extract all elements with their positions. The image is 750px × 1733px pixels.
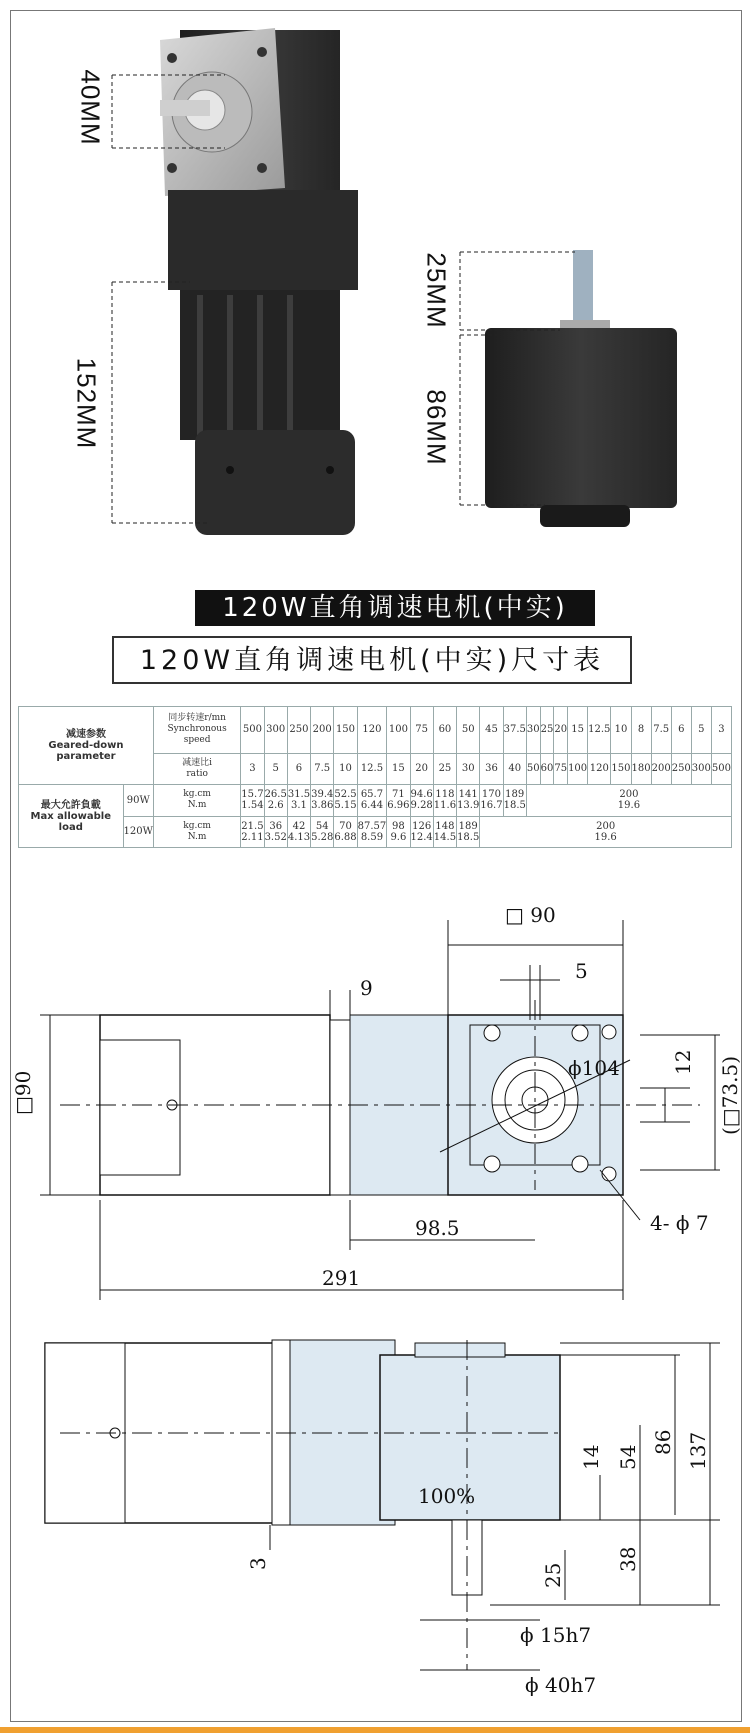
unit-cell: kg.cm N.m bbox=[153, 785, 240, 816]
param-header: 减速参数 Geared-down parameter bbox=[19, 707, 154, 785]
load-cell: 118 11.6 bbox=[433, 785, 456, 816]
dim-25: 25 bbox=[541, 1562, 565, 1588]
ratio-cell: 10 bbox=[334, 753, 357, 784]
speed-cell: 250 bbox=[287, 707, 310, 754]
load-cell: 31.5 3.1 bbox=[287, 785, 310, 816]
speed-cell: 45 bbox=[480, 707, 503, 754]
ratio-cell: 500 bbox=[711, 753, 731, 784]
speed-cell: 6 bbox=[671, 707, 691, 754]
power-cell: 90W bbox=[123, 785, 153, 816]
table-row bbox=[19, 816, 732, 848]
ratio-cell: 200 bbox=[651, 753, 671, 784]
ratio-cell: 75 bbox=[554, 753, 568, 784]
dim-phi104: ϕ104 bbox=[568, 1056, 620, 1080]
load-cell: 141 13.9 bbox=[457, 785, 480, 816]
ratio-cell: 20 bbox=[410, 753, 433, 784]
dim-4-holes: 4- ϕ 7 bbox=[650, 1211, 709, 1235]
dim-phi40h7: ϕ 40h7 bbox=[525, 1673, 597, 1697]
page-subtitle: 120W直角调速电机(中实)尺寸表 bbox=[112, 636, 632, 684]
load-cell: 21.5 2.11 bbox=[241, 816, 264, 848]
dim-9: 9 bbox=[360, 976, 373, 1000]
max-load-cell: 200 19.6 bbox=[480, 816, 732, 848]
ratio-cell: 30 bbox=[457, 753, 480, 784]
zoom-watermark: 100% bbox=[418, 1484, 476, 1508]
spec-table bbox=[18, 706, 732, 848]
speed-cell: 30 bbox=[526, 707, 540, 754]
dim-25mm-label: 25MM bbox=[421, 252, 452, 329]
footer-accent-bar bbox=[0, 1727, 750, 1733]
load-cell: 26.5 2.6 bbox=[264, 785, 287, 816]
motor-photo bbox=[0, 0, 750, 580]
dim-5: 5 bbox=[575, 959, 588, 983]
dim-3: 3 bbox=[246, 1557, 270, 1570]
dim-14: 14 bbox=[579, 1444, 603, 1470]
dim-86mm-label: 86MM bbox=[421, 389, 452, 466]
dim-137: 137 bbox=[686, 1431, 710, 1470]
speed-cell: 7.5 bbox=[651, 707, 671, 754]
speed-cell: 15 bbox=[568, 707, 588, 754]
load-cell: 189 18.5 bbox=[503, 785, 526, 816]
load-cell: 98 9.6 bbox=[387, 816, 410, 848]
speed-cell: 500 bbox=[241, 707, 264, 754]
drawing-side-view bbox=[40, 920, 720, 1300]
dim-38: 38 bbox=[616, 1546, 640, 1572]
load-cell: 87.57 8.59 bbox=[357, 816, 387, 848]
table-row bbox=[19, 707, 732, 754]
dim-86: 86 bbox=[651, 1429, 675, 1455]
ratio-cell: 7.5 bbox=[311, 753, 334, 784]
load-cell: 70 6.88 bbox=[334, 816, 357, 848]
load-cell: 42 4.13 bbox=[287, 816, 310, 848]
speed-cell: 60 bbox=[433, 707, 456, 754]
ratio-cell: 15 bbox=[387, 753, 410, 784]
power-cell: 120W bbox=[123, 816, 153, 848]
ratio-cell: 5 bbox=[264, 753, 287, 784]
ratio-cell: 50 bbox=[526, 753, 540, 784]
dim-152mm-label: 152MM bbox=[71, 357, 102, 450]
ratio-cell: 36 bbox=[480, 753, 503, 784]
ratio-cell: 250 bbox=[671, 753, 691, 784]
load-cell: 65.7 6.44 bbox=[357, 785, 387, 816]
load-cell: 94.6 9.28 bbox=[410, 785, 433, 816]
load-cell: 189 18.5 bbox=[457, 816, 480, 848]
ratio-cell: 300 bbox=[691, 753, 711, 784]
dim-sq90-left: □90 bbox=[11, 1070, 35, 1115]
speed-cell: 3 bbox=[711, 707, 731, 754]
dim-40mm-label: 40MM bbox=[75, 69, 106, 146]
load-cell: 54 5.28 bbox=[311, 816, 334, 848]
speed-cell: 200 bbox=[311, 707, 334, 754]
load-cell: 36 3.52 bbox=[264, 816, 287, 848]
speed-cell: 50 bbox=[457, 707, 480, 754]
speed-cell: 10 bbox=[611, 707, 631, 754]
speed-cell: 300 bbox=[264, 707, 287, 754]
ratio-header: 减速比i ratio bbox=[153, 753, 240, 784]
load-cell: 71 6.96 bbox=[387, 785, 410, 816]
technical-drawings bbox=[0, 860, 750, 1720]
speed-header: 同步转速r/mn Synchronous speed bbox=[153, 707, 240, 754]
ratio-cell: 40 bbox=[503, 753, 526, 784]
speed-cell: 120 bbox=[357, 707, 387, 754]
load-cell: 52.5 5.15 bbox=[334, 785, 357, 816]
page-title: 120W直角调速电机(中实) bbox=[195, 590, 595, 626]
ratio-cell: 25 bbox=[433, 753, 456, 784]
load-cell: 15.7 1.54 bbox=[241, 785, 264, 816]
ratio-cell: 180 bbox=[631, 753, 651, 784]
ratio-cell: 6 bbox=[287, 753, 310, 784]
speed-cell: 150 bbox=[334, 707, 357, 754]
load-cell: 126 12.4 bbox=[410, 816, 433, 848]
speed-cell: 37.5 bbox=[503, 707, 526, 754]
ratio-cell: 12.5 bbox=[357, 753, 387, 784]
speed-cell: 100 bbox=[387, 707, 410, 754]
ratio-cell: 120 bbox=[588, 753, 611, 784]
speed-cell: 75 bbox=[410, 707, 433, 754]
dim-54: 54 bbox=[616, 1444, 640, 1470]
dim-sq735: (□73.5) bbox=[718, 1055, 742, 1135]
load-cell: 39.4 3.86 bbox=[311, 785, 334, 816]
speed-cell: 20 bbox=[554, 707, 568, 754]
dim-98-5: 98.5 bbox=[415, 1216, 460, 1240]
dim-phi15h7: ϕ 15h7 bbox=[520, 1623, 592, 1647]
dim-291: 291 bbox=[322, 1266, 361, 1290]
dim-sq90-top: □ 90 bbox=[505, 903, 556, 927]
speed-cell: 5 bbox=[691, 707, 711, 754]
dim-12: 12 bbox=[671, 1049, 695, 1075]
speed-cell: 8 bbox=[631, 707, 651, 754]
ratio-cell: 3 bbox=[241, 753, 264, 784]
table-row bbox=[19, 785, 732, 816]
speed-cell: 25 bbox=[540, 707, 554, 754]
speed-cell: 12.5 bbox=[588, 707, 611, 754]
load-cell: 170 16.7 bbox=[480, 785, 503, 816]
ratio-cell: 60 bbox=[540, 753, 554, 784]
load-cell: 148 14.5 bbox=[433, 816, 456, 848]
unit-cell: kg.cm N.m bbox=[153, 816, 240, 848]
max-load-cell: 200 19.6 bbox=[526, 785, 731, 816]
load-header: 最大允許負載 Max allowable load bbox=[19, 785, 124, 848]
ratio-cell: 100 bbox=[568, 753, 588, 784]
ratio-cell: 150 bbox=[611, 753, 631, 784]
drawing-front-view bbox=[45, 1340, 720, 1670]
